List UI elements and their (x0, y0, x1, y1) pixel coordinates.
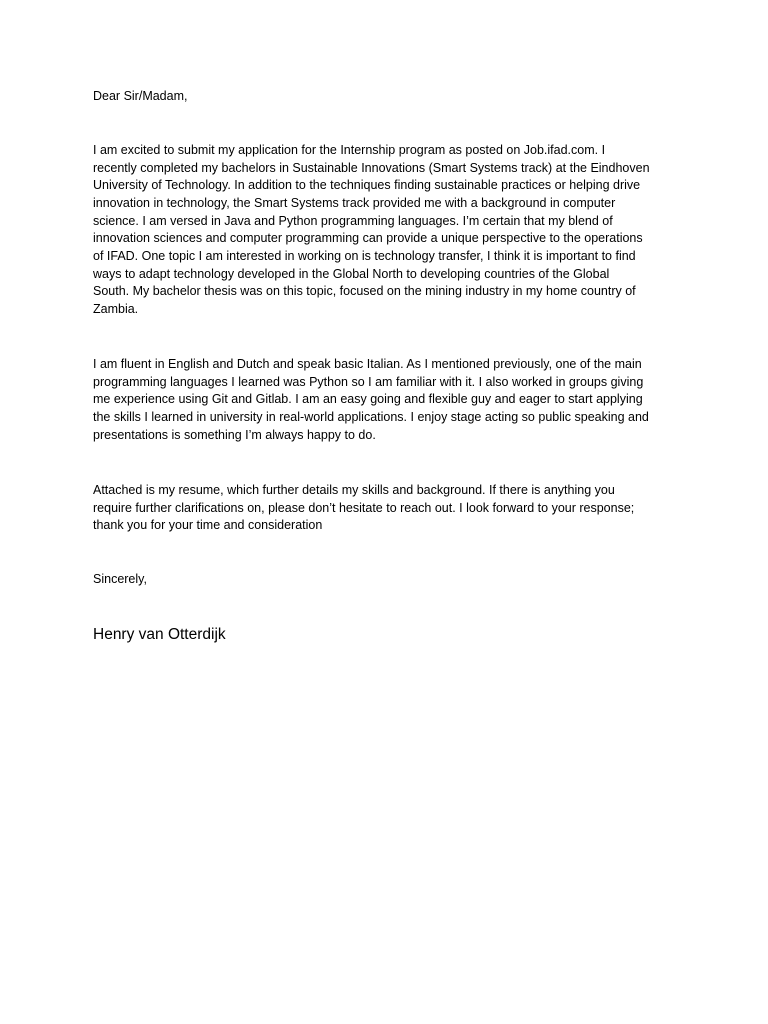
closing: Sincerely, (93, 572, 147, 586)
paragraph-line: programming languages I learned was Python so I am familiar with it. I also worked in groups giving (93, 374, 644, 389)
paragraph-line: ways to adapt technology developed in the Global North to developing countries of the Global (93, 266, 610, 281)
paragraph-line: thank you for your time and consideration (93, 518, 323, 533)
paragraph-closing-remarks (93, 482, 683, 535)
paragraph-line: I am excited to submit my application for the Internship program as posted on Job.ifad.com. I (93, 143, 606, 157)
paragraph-line: the skills I learned in university in real-world applications. I enjoy stage acting so public speaking and (93, 409, 649, 424)
paragraph-line: me experience using Git and Gitlab. I am an easy going and flexible guy and eager to start applying (93, 392, 643, 407)
signature-name: Henry van Otterdijk (93, 626, 226, 643)
paragraph-line: require further clarifications on, please don’t hesitate to reach out. I look forward to your response; (93, 500, 635, 515)
paragraph-line: Attached is my resume, which further details my skills and background. If there is anything you (93, 483, 615, 497)
paragraph-line: innovation sciences and computer programming can provide a unique perspective to the operations (93, 231, 643, 246)
paragraph-line: presentations is something I’m always happy to do. (93, 427, 376, 442)
paragraph-line: of IFAD. One topic I am interested in working on is technology transfer, I think it is important to find (93, 248, 636, 263)
paragraph-line: innovation in technology, the Smart Systems track provided me with a background in computer (93, 195, 616, 210)
paragraph-line: Zambia. (93, 301, 139, 316)
paragraph-line: South. My bachelor thesis was on this topic, focused on the mining industry in my home country of (93, 284, 636, 299)
paragraph-line: I am fluent in English and Dutch and speak basic Italian. As I mentioned previously, one of the main (93, 357, 642, 371)
salutation: Dear Sir/Madam, (93, 89, 188, 103)
paragraph-introduction (93, 142, 683, 319)
paragraph-line: science. I am versed in Java and Python programming languages. I’m certain that my blend of (93, 213, 613, 228)
paragraph-line: recently completed my bachelors in Sustainable Innovations (Smart Systems track) at the Eindhoven (93, 160, 650, 175)
paragraph-skills (93, 356, 683, 444)
paragraph-line: University of Technology. In addition to the techniques finding sustainable practices or helping drive (93, 178, 641, 193)
